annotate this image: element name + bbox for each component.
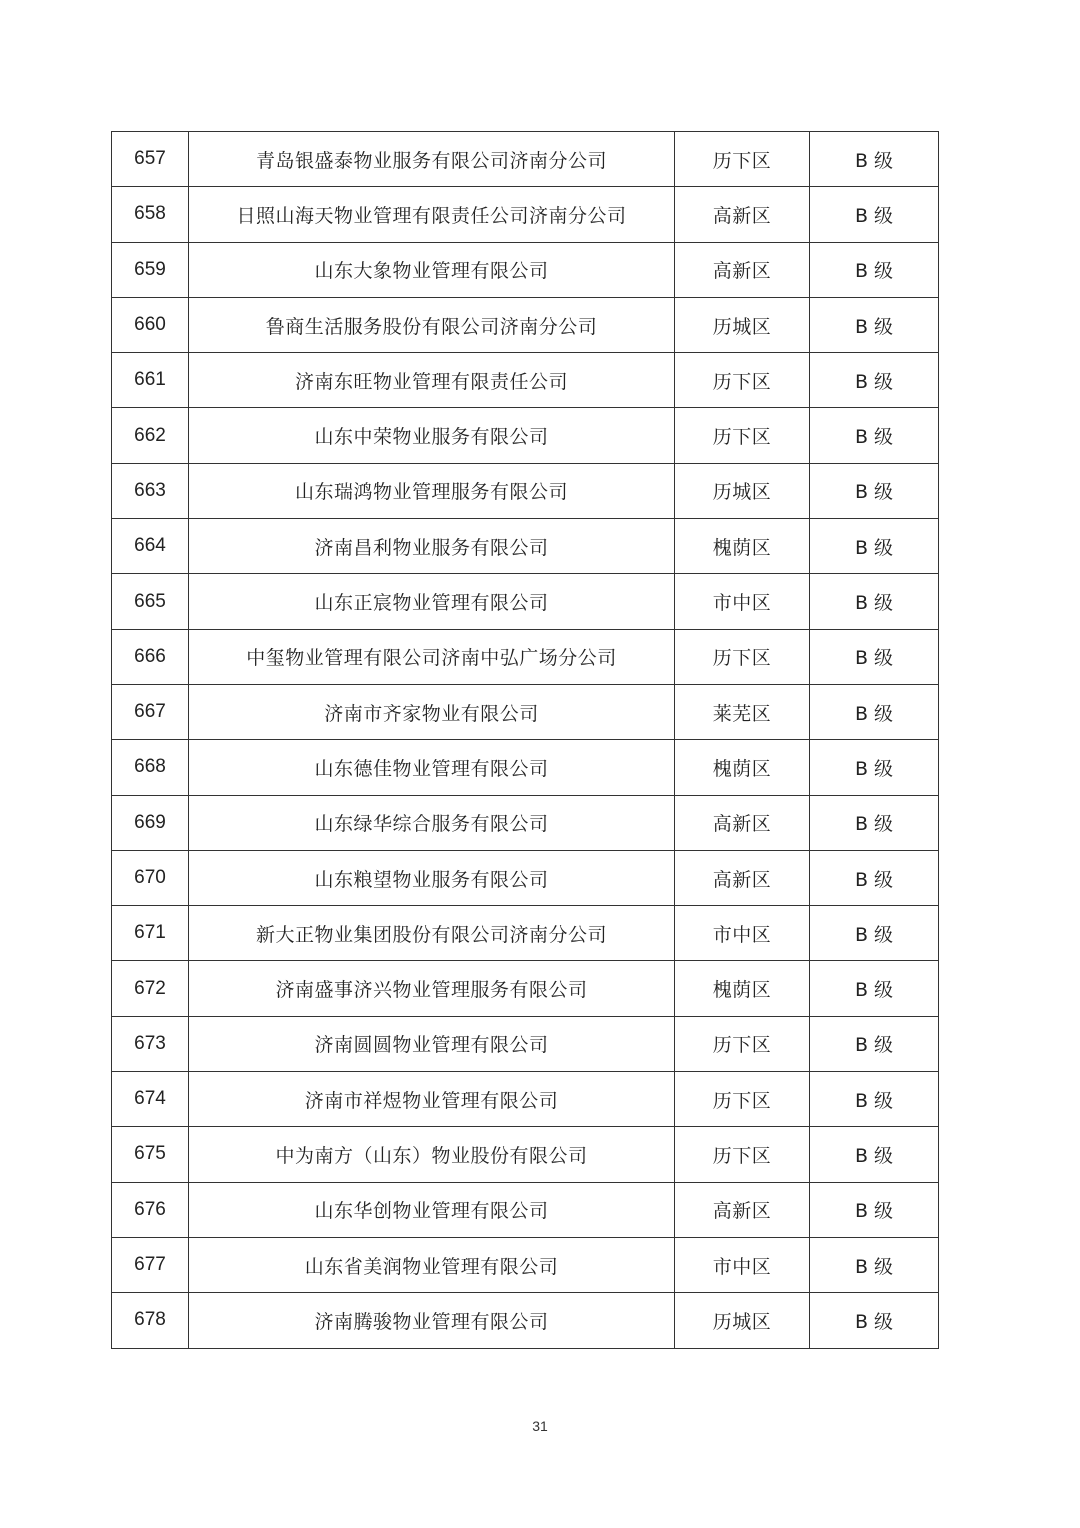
table-row xyxy=(112,297,939,352)
table-row xyxy=(112,353,939,408)
district-cell: 市中区 xyxy=(675,574,810,629)
grade-cell: B 级 xyxy=(810,1182,939,1237)
grade-cell: B 级 xyxy=(810,961,939,1016)
table-row xyxy=(112,1237,939,1292)
row-number-cell: 657 xyxy=(112,132,189,187)
table-row xyxy=(112,242,939,297)
company-name-cell: 山东德佳物业管理有限公司 xyxy=(189,740,675,795)
table-row xyxy=(112,463,939,518)
table-row xyxy=(112,1072,939,1127)
grade-cell: B 级 xyxy=(810,408,939,463)
grade-cell: B 级 xyxy=(810,1293,939,1348)
district-cell: 历下区 xyxy=(675,629,810,684)
district-cell: 莱芜区 xyxy=(675,684,810,739)
table-row xyxy=(112,906,939,961)
company-name-cell: 济南昌利物业服务有限公司 xyxy=(189,519,675,574)
table-row xyxy=(112,961,939,1016)
table-row xyxy=(112,408,939,463)
rating-table xyxy=(111,131,939,1349)
grade-cell: B 级 xyxy=(810,1016,939,1071)
row-number-cell: 665 xyxy=(112,574,189,629)
district-cell: 槐荫区 xyxy=(675,961,810,1016)
company-name-cell: 济南东旺物业管理有限责任公司 xyxy=(189,353,675,408)
district-cell: 历下区 xyxy=(675,132,810,187)
grade-cell: B 级 xyxy=(810,795,939,850)
row-number-cell: 674 xyxy=(112,1072,189,1127)
district-cell: 高新区 xyxy=(675,1182,810,1237)
district-cell: 市中区 xyxy=(675,1237,810,1292)
company-name-cell: 山东瑞鸿物业管理服务有限公司 xyxy=(189,463,675,518)
grade-cell: B 级 xyxy=(810,684,939,739)
row-number-cell: 659 xyxy=(112,242,189,297)
row-number-cell: 664 xyxy=(112,519,189,574)
row-number-cell: 671 xyxy=(112,906,189,961)
grade-cell: B 级 xyxy=(810,574,939,629)
grade-cell: B 级 xyxy=(810,1072,939,1127)
company-name-cell: 日照山海天物业管理有限责任公司济南分公司 xyxy=(189,187,675,242)
row-number-cell: 678 xyxy=(112,1293,189,1348)
company-name-cell: 济南腾骏物业管理有限公司 xyxy=(189,1293,675,1348)
district-cell: 高新区 xyxy=(675,850,810,905)
grade-cell: B 级 xyxy=(810,1127,939,1182)
grade-cell: B 级 xyxy=(810,1237,939,1292)
row-number-cell: 666 xyxy=(112,629,189,684)
row-number-cell: 658 xyxy=(112,187,189,242)
company-name-cell: 青岛银盛泰物业服务有限公司济南分公司 xyxy=(189,132,675,187)
district-cell: 历下区 xyxy=(675,408,810,463)
row-number-cell: 675 xyxy=(112,1127,189,1182)
grade-cell: B 级 xyxy=(810,463,939,518)
company-name-cell: 中为南方（山东）物业股份有限公司 xyxy=(189,1127,675,1182)
table-row xyxy=(112,187,939,242)
grade-cell: B 级 xyxy=(810,629,939,684)
district-cell: 高新区 xyxy=(675,242,810,297)
grade-cell: B 级 xyxy=(810,187,939,242)
row-number-cell: 663 xyxy=(112,463,189,518)
district-cell: 历下区 xyxy=(675,1127,810,1182)
page-number: 31 xyxy=(532,1418,548,1434)
row-number-cell: 668 xyxy=(112,740,189,795)
company-name-cell: 济南市祥煜物业管理有限公司 xyxy=(189,1072,675,1127)
grade-cell: B 级 xyxy=(810,740,939,795)
table-row xyxy=(112,629,939,684)
district-cell: 历下区 xyxy=(675,1072,810,1127)
company-name-cell: 山东粮望物业服务有限公司 xyxy=(189,850,675,905)
table-row xyxy=(112,850,939,905)
row-number-cell: 677 xyxy=(112,1237,189,1292)
table-row xyxy=(112,795,939,850)
table-row xyxy=(112,1293,939,1348)
table-row xyxy=(112,1182,939,1237)
company-name-cell: 新大正物业集团股份有限公司济南分公司 xyxy=(189,906,675,961)
grade-cell: B 级 xyxy=(810,132,939,187)
company-name-cell: 山东大象物业管理有限公司 xyxy=(189,242,675,297)
table-row xyxy=(112,574,939,629)
company-name-cell: 山东绿华综合服务有限公司 xyxy=(189,795,675,850)
company-name-cell: 山东省美润物业管理有限公司 xyxy=(189,1237,675,1292)
grade-cell: B 级 xyxy=(810,850,939,905)
company-name-cell: 山东中荣物业服务有限公司 xyxy=(189,408,675,463)
grade-cell: B 级 xyxy=(810,297,939,352)
district-cell: 市中区 xyxy=(675,906,810,961)
row-number-cell: 672 xyxy=(112,961,189,1016)
table-row xyxy=(112,1127,939,1182)
table-row xyxy=(112,1016,939,1071)
company-name-cell: 中玺物业管理有限公司济南中弘广场分公司 xyxy=(189,629,675,684)
district-cell: 历城区 xyxy=(675,1293,810,1348)
company-name-cell: 济南市齐家物业有限公司 xyxy=(189,684,675,739)
district-cell: 高新区 xyxy=(675,187,810,242)
row-number-cell: 673 xyxy=(112,1016,189,1071)
table-row xyxy=(112,132,939,187)
table-body xyxy=(112,132,939,1349)
row-number-cell: 676 xyxy=(112,1182,189,1237)
district-cell: 历下区 xyxy=(675,1016,810,1071)
grade-cell: B 级 xyxy=(810,519,939,574)
row-number-cell: 669 xyxy=(112,795,189,850)
row-number-cell: 660 xyxy=(112,297,189,352)
district-cell: 槐荫区 xyxy=(675,740,810,795)
row-number-cell: 661 xyxy=(112,353,189,408)
grade-cell: B 级 xyxy=(810,353,939,408)
district-cell: 高新区 xyxy=(675,795,810,850)
district-cell: 历城区 xyxy=(675,463,810,518)
table-row xyxy=(112,684,939,739)
grade-cell: B 级 xyxy=(810,242,939,297)
table-row xyxy=(112,519,939,574)
company-name-cell: 山东华创物业管理有限公司 xyxy=(189,1182,675,1237)
company-name-cell: 济南盛事济兴物业管理服务有限公司 xyxy=(189,961,675,1016)
row-number-cell: 667 xyxy=(112,684,189,739)
company-name-cell: 济南圆圆物业管理有限公司 xyxy=(189,1016,675,1071)
row-number-cell: 670 xyxy=(112,850,189,905)
district-cell: 历城区 xyxy=(675,297,810,352)
company-name-cell: 鲁商生活服务股份有限公司济南分公司 xyxy=(189,297,675,352)
grade-cell: B 级 xyxy=(810,906,939,961)
district-cell: 历下区 xyxy=(675,353,810,408)
row-number-cell: 662 xyxy=(112,408,189,463)
company-name-cell: 山东正宸物业管理有限公司 xyxy=(189,574,675,629)
district-cell: 槐荫区 xyxy=(675,519,810,574)
table-row xyxy=(112,740,939,795)
